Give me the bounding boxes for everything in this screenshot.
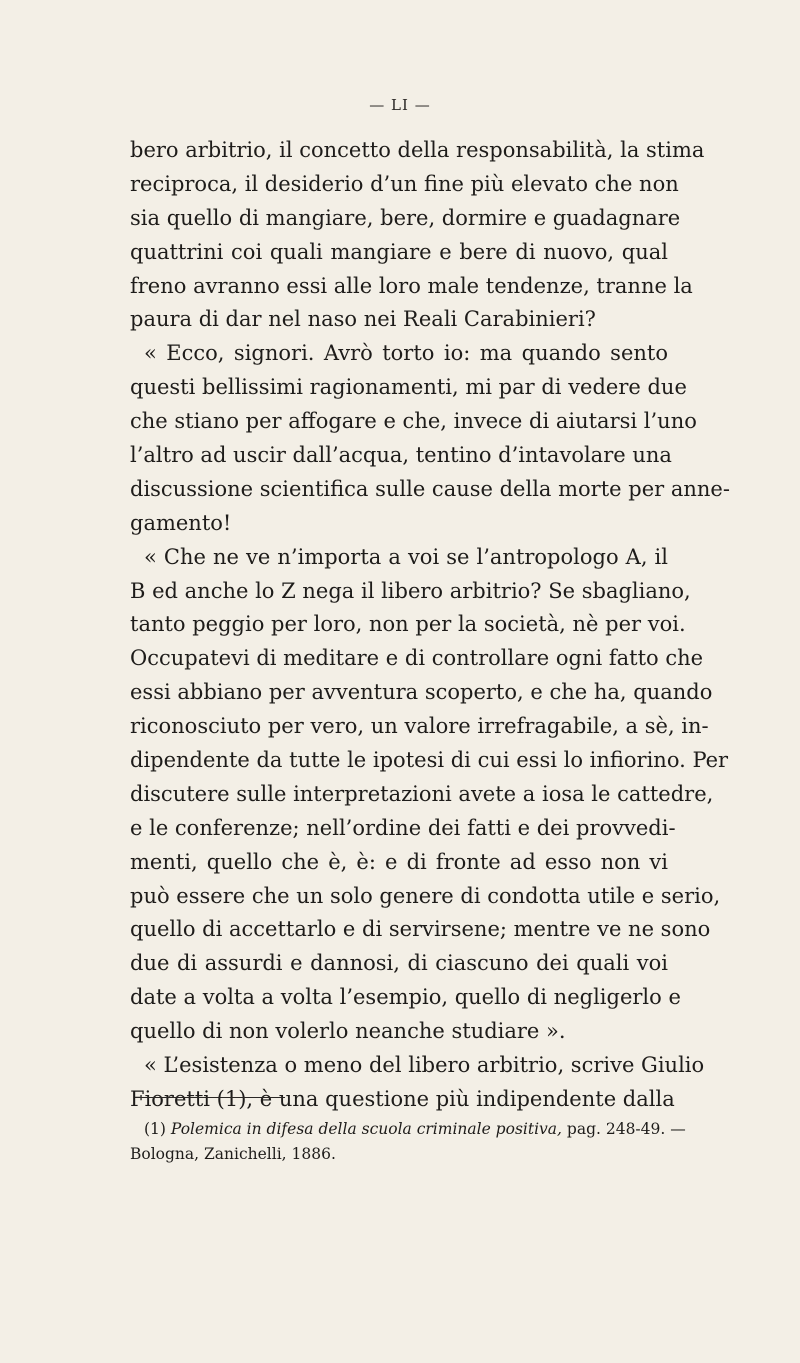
footnote-marker: (1) [144, 1120, 166, 1138]
text-line: quattrini coi quali mangiare e bere di nuovo, qual [130, 239, 668, 264]
text-line: menti, quello che è, è: e di fronte ad esso non vi [130, 849, 668, 874]
text-line: date a volta a volta l’esempio, quello di negligerlo e [130, 985, 681, 1010]
text-line: due di assurdi e dannosi, di ciascuno dei quali voi [130, 951, 668, 976]
text-line: sia quello di mangiare, bere, dormire e guadagnare [130, 205, 681, 230]
text-line: l’altro ad uscir dall’acqua, tentino d’intavolare una [130, 443, 672, 468]
text-line: può essere che un solo genere di condotta utile e serio, [130, 883, 721, 908]
text-line: che stiano per affogare e che, invece di aiutarsi l’uno [130, 409, 697, 434]
text-line: « L’esistenza o meno del libero arbitrio, scrive Giulio [144, 1053, 705, 1078]
text-line: discussione scientifica sulle cause della morte per anne- [130, 476, 730, 501]
text-line: quello di non volerlo neanche studiare ». [130, 1019, 566, 1044]
text-line: discutere sulle interpretazioni avete a iosa le cattedre, [130, 781, 714, 806]
text-line: freno avranno essi alle loro male tendenze, tranne la [130, 273, 693, 298]
text-line: e le conferenze; nell’ordine dei fatti e dei provvedi- [130, 815, 676, 840]
text-line: questi bellissimi ragionamenti, mi par di vedere due [130, 375, 687, 400]
footnote [130, 1117, 686, 1167]
text-line: riconosciuto per vero, un valore irrefragabile, a sè, in- [130, 714, 709, 739]
text-line: « Che ne ve n’importa a voi se l’antropologo A, il [144, 544, 668, 569]
footnote-title: Polemica in difesa della scuola criminale positiva, [170, 1120, 562, 1138]
text-line: « Ecco, signori. Avrò torto io: ma quando sento [144, 341, 668, 366]
text-line: bero arbitrio, il concetto della responsabilità, la stima [130, 138, 705, 162]
footnote-imprint: Bologna, Zanichelli, 1886. [130, 1145, 336, 1163]
text-line: dipendente da tutte le ipotesi di cui essi lo infiorino. Per [130, 748, 729, 773]
footnote-pages: pag. 248-49. — [566, 1120, 686, 1138]
text-line: quello di accettarlo e di servirsene; mentre ve ne sono [130, 917, 711, 942]
text-line: essi abbiano per avventura scoperto, e che ha, quando [130, 680, 713, 705]
text-line: B ed anche lo Z nega il libero arbitrio? Se sbagliano, [130, 578, 691, 603]
text-line: Fioretti (1), è una questione più indipendente dalla [130, 1086, 675, 1111]
text-line: tanto peggio per loro, non per la società, nè per voi. [130, 612, 686, 637]
text-line: reciproca, il desiderio d’un fine più elevato che non [130, 171, 679, 196]
text-line: gamento! [130, 510, 232, 535]
footnote-line [130, 1117, 686, 1142]
text-line: paura di dar nel naso nei Reali Carabinieri? [130, 307, 596, 332]
running-head: — LI — [369, 96, 431, 114]
body-text [130, 134, 730, 1117]
text-line: Occupatevi di meditare e di controllare ogni fatto che [130, 646, 704, 671]
footnote-divider [135, 1097, 285, 1098]
